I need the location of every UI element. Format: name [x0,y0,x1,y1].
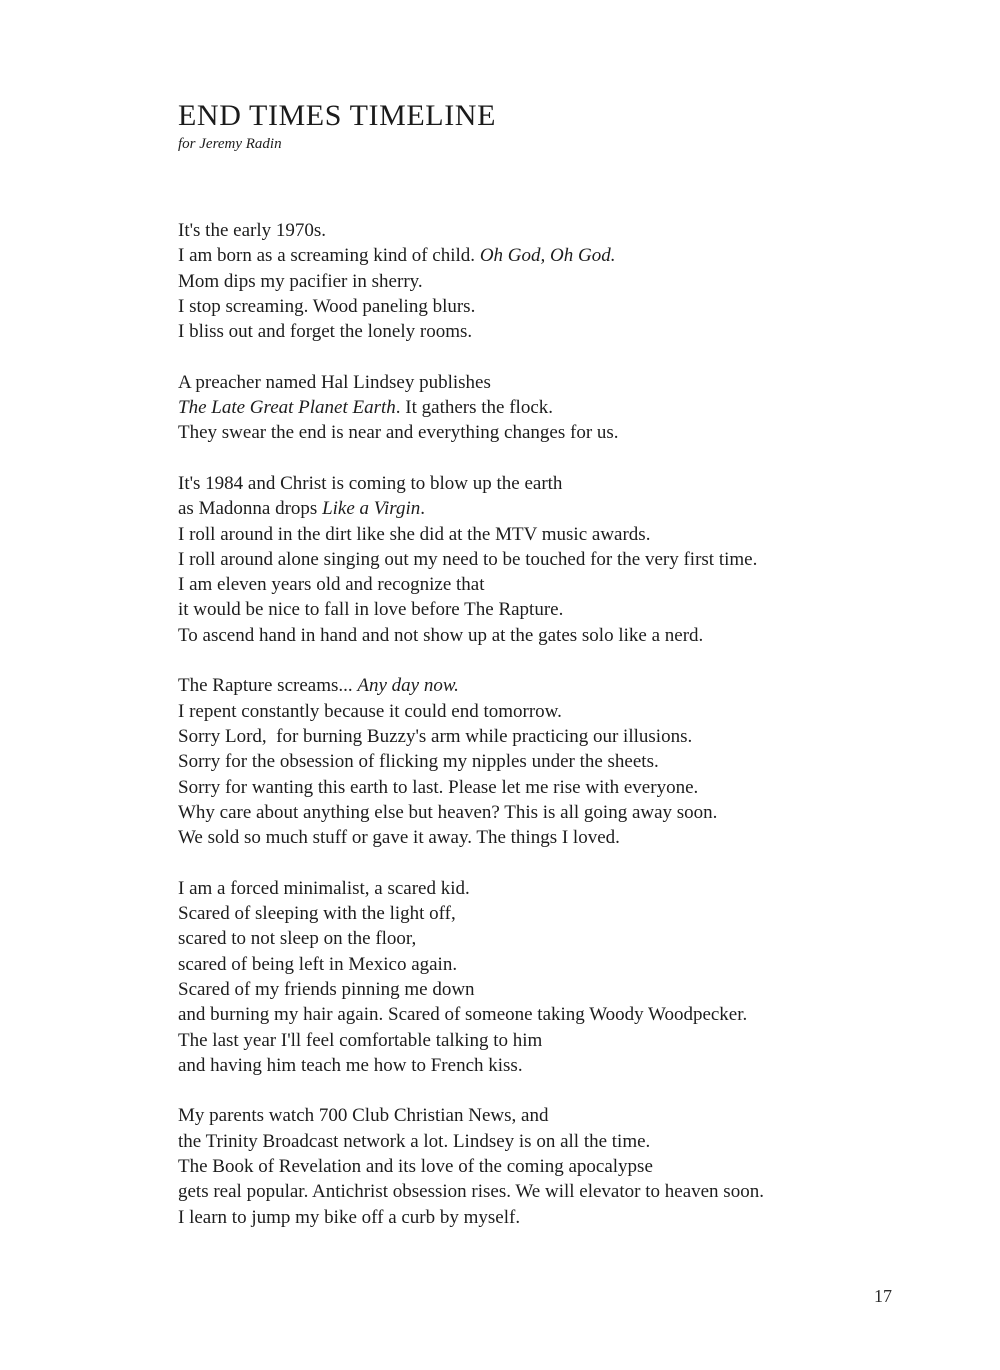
poem-line-segment: . It gathers the flock. [395,397,554,419]
poem-line-segment: The Book of Revelation and its love of the coming apocalypse [178,1155,653,1177]
poem-line-segment: and burning my hair again. Scared of someone taking Woody Woodpecker. [178,1004,748,1026]
stanza [178,876,888,1078]
poem-line-segment: gets real popular. Antichrist obsession rises. We will elevator to heaven soon. [178,1181,764,1203]
poem-line-segment: and having him teach me how to French kiss. [178,1054,523,1076]
poem-line [178,623,888,648]
poem-line-segment: Sorry for the obsession of flicking my nipples under the sheets. [178,751,659,773]
poem-line-segment: To ascend hand in hand and not show up at the gates solo like a nerd. [178,624,704,646]
poem-dedication: for Jeremy Radin [178,136,282,152]
poem-line [178,243,888,268]
poem-line [178,420,888,445]
poem-line-segment: I learn to jump my bike off a curb by myself. [178,1206,521,1228]
poem-line-segment: I roll around in the dirt like she did at the MTV music awards. [178,523,651,545]
poem-line-segment: I repent constantly because it could end tomorrow. [178,700,562,722]
stanza [178,370,888,446]
poem-line [178,1129,888,1154]
poem-line [178,1205,888,1230]
poem-line-segment: I roll around alone singing out my need to be touched for the very first time. [178,548,758,570]
poem-line [178,572,888,597]
poem-line-segment: Mom dips my pacifier in sherry. [178,270,423,292]
poem-line-segment: Scared of my friends pinning me down [178,978,475,1000]
poem-line [178,724,888,749]
poem-line-segment-italic: Oh God, Oh God. [479,245,616,267]
poem-line-segment: We sold so much stuff or gave it away. The things I loved. [178,827,620,849]
poem-line-segment: I bliss out and forget the lonely rooms. [178,321,473,343]
poem-line [178,800,888,825]
poem-line [178,269,888,294]
poem-page-content [178,99,888,1230]
poem-line [178,952,888,977]
poem-line [178,1002,888,1027]
poem-line-segment: as Madonna drops [178,498,323,520]
poem-line-segment-italic: Any day now. [357,675,459,697]
poem-line-segment: They swear the end is near and everything changes for us. [178,422,619,444]
poem-line [178,825,888,850]
poem-line-segment: I stop screaming. Wood paneling blurs. [178,295,476,317]
poem-line-segment: I am a forced minimalist, a scared kid. [178,877,470,899]
poem-line-segment: Sorry Lord, for burning Buzzy's arm while practicing our illusions. [178,725,693,747]
poem-line-segment-italic: The Late Great Planet Earth [178,397,396,419]
poem-line-segment: it would be nice to fall in love before The Rapture. [178,599,564,621]
poem-line-segment: scared of being left in Mexico again. [178,953,458,975]
poem-line [178,775,888,800]
poem-line-segment: A preacher named Hal Lindsey publishes [178,371,491,393]
poem-line-segment: the Trinity Broadcast network a lot. Lindsey is on all the time. [178,1130,651,1152]
poem-line-segment-italic: Like a Virgin [322,498,421,520]
stanza [178,1103,888,1229]
poem-line [178,1179,888,1204]
poem-line [178,1103,888,1128]
poem-line-segment: Sorry for wanting this earth to last. Please let me rise with everyone. [178,776,699,798]
poem-line [178,597,888,622]
poem-line [178,1053,888,1078]
poem-line [178,699,888,724]
poem-line-segment: Why care about anything else but heaven? This is all going away soon. [178,801,718,823]
poem-line [178,1154,888,1179]
poem-line [178,370,888,395]
poem-line [178,673,888,698]
poem-line-segment: The last year I'll feel comfortable talking to him [178,1029,543,1051]
poem-line-segment: The Rapture screams... [178,675,358,697]
poem-line [178,547,888,572]
stanza [178,673,888,850]
poem-line [178,471,888,496]
poem-body [178,218,888,1230]
poem-line-segment: scared to not sleep on the floor, [178,928,417,950]
poem-line-segment: It's 1984 and Christ is coming to blow up the earth [178,472,563,494]
poem-line-segment: Scared of sleeping with the light off, [178,903,456,925]
poem-line-segment: . [420,498,425,520]
poem-line [178,1028,888,1053]
poem-line [178,926,888,951]
poem-line [178,977,888,1002]
poem-line [178,218,888,243]
poem-line [178,749,888,774]
stanza [178,218,888,344]
poem-line [178,901,888,926]
poem-line [178,395,888,420]
page-number: 17 [874,1286,892,1306]
poem-line [178,876,888,901]
poem-line [178,522,888,547]
poem-title: END TIMES TIMELINE [178,99,496,132]
poem-line [178,294,888,319]
stanza [178,471,888,648]
poem-line [178,496,888,521]
poem-line [178,319,888,344]
poem-line-segment: It's the early 1970s. [178,220,327,241]
poem-line-segment: My parents watch 700 Club Christian News, and [178,1105,549,1127]
poem-line-segment: I am born as a screaming kind of child. [178,245,480,267]
poem-line-segment: I am eleven years old and recognize that [178,574,485,596]
